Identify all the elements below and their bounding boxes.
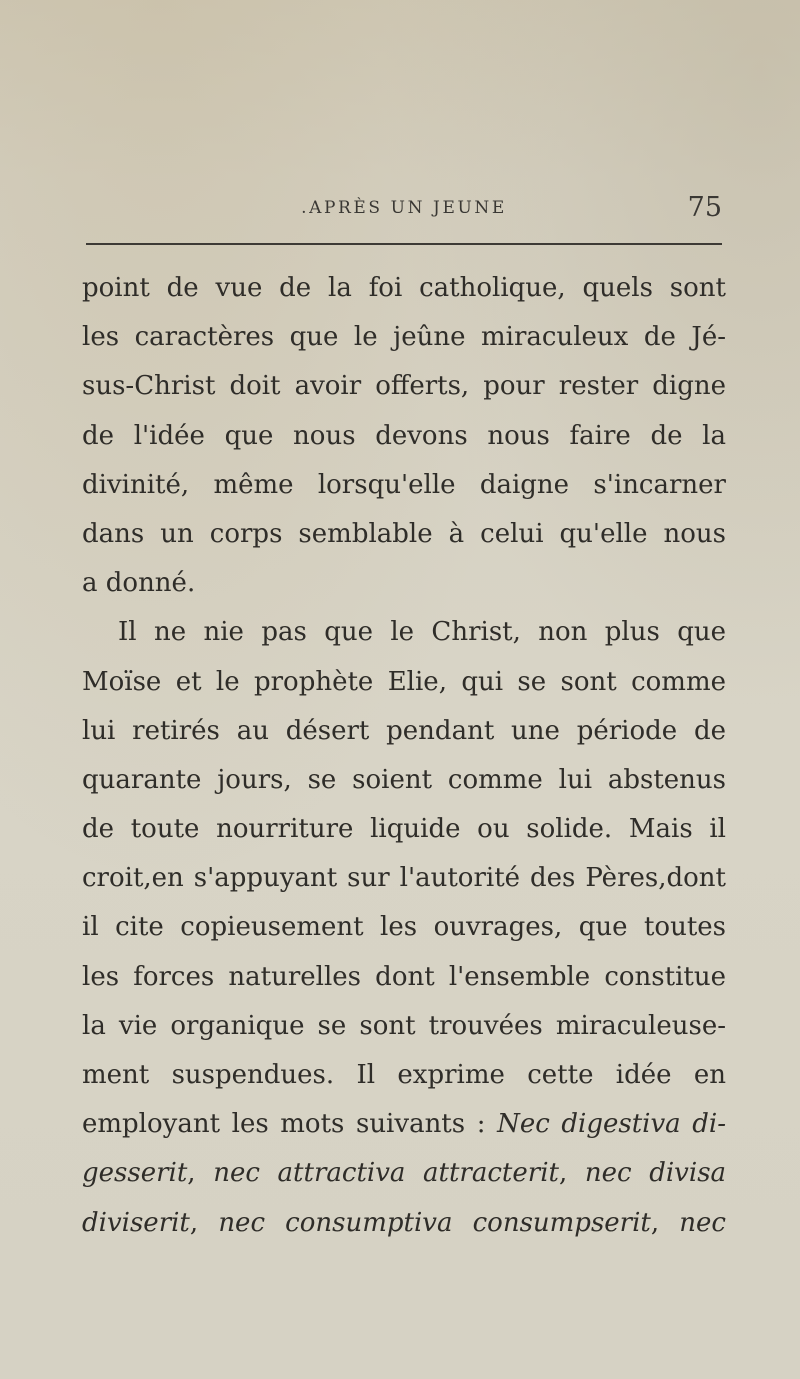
latin-quote: nec attractiva attracterit bbox=[213, 1158, 559, 1189]
latin-quote: Nec digestiva di- bbox=[497, 1109, 726, 1140]
latin-quote: nec divisa bbox=[584, 1158, 727, 1189]
running-title: .APRÈS UN JEUNE bbox=[301, 198, 507, 218]
latin-quote: diviserit bbox=[82, 1207, 190, 1238]
roman-text: , bbox=[187, 1158, 214, 1189]
text-line: quarante jours, se soient comme lui abstenus bbox=[82, 764, 726, 795]
text-line-mixed bbox=[82, 1100, 726, 1149]
text-line: les forces naturelles dont l'ensemble constitue bbox=[82, 961, 726, 992]
latin-quote: nec bbox=[679, 1207, 726, 1238]
text-line: les caractères que le jeûne miraculeux de Jé- bbox=[82, 322, 726, 353]
text-line-mixed bbox=[82, 1149, 726, 1198]
roman-text: employant les mots suivants : bbox=[82, 1109, 498, 1140]
text-line: a donné. bbox=[82, 568, 196, 599]
text-line: de toute nourriture liquide ou solide. Mais il bbox=[82, 814, 726, 845]
text-line: la vie organique se sont trouvées miraculeuse- bbox=[82, 1010, 726, 1041]
running-head bbox=[84, 192, 724, 232]
latin-quote: gesserit bbox=[82, 1158, 188, 1189]
body-text bbox=[82, 264, 726, 1248]
text-line: dans un corps semblable à celui qu'elle nous bbox=[82, 518, 726, 549]
page-number: 75 bbox=[687, 192, 722, 223]
text-line: Moïse et le prophète Elie, qui se sont comme bbox=[82, 666, 726, 697]
roman-text: , bbox=[189, 1207, 219, 1238]
roman-text: , bbox=[650, 1207, 680, 1238]
text-line-mixed bbox=[82, 1199, 726, 1248]
text-line: sus-Christ doit avoir offerts, pour rester digne bbox=[82, 371, 726, 402]
header-rule bbox=[86, 243, 722, 245]
text-line: ment suspendues. Il exprime cette idée en bbox=[82, 1060, 726, 1090]
text-line: croit,en s'appuyant sur l'autorité des Pères,dont bbox=[82, 863, 726, 894]
text-line: de l'idée que nous devons nous faire de la bbox=[82, 420, 726, 451]
roman-text: , bbox=[558, 1158, 585, 1189]
latin-quote: nec consumptiva consumpserit bbox=[218, 1207, 651, 1238]
paragraph-start-line: Il ne nie pas que le Christ, non plus que bbox=[118, 617, 726, 648]
text-line: lui retirés au désert pendant une période de bbox=[82, 715, 726, 746]
text-line: divinité, même lorsqu'elle daigne s'incarner bbox=[82, 469, 726, 500]
text-line: point de vue de la foi catholique, quels sont bbox=[82, 273, 726, 303]
text-line: il cite copieusement les ouvrages, que toutes bbox=[82, 912, 726, 943]
